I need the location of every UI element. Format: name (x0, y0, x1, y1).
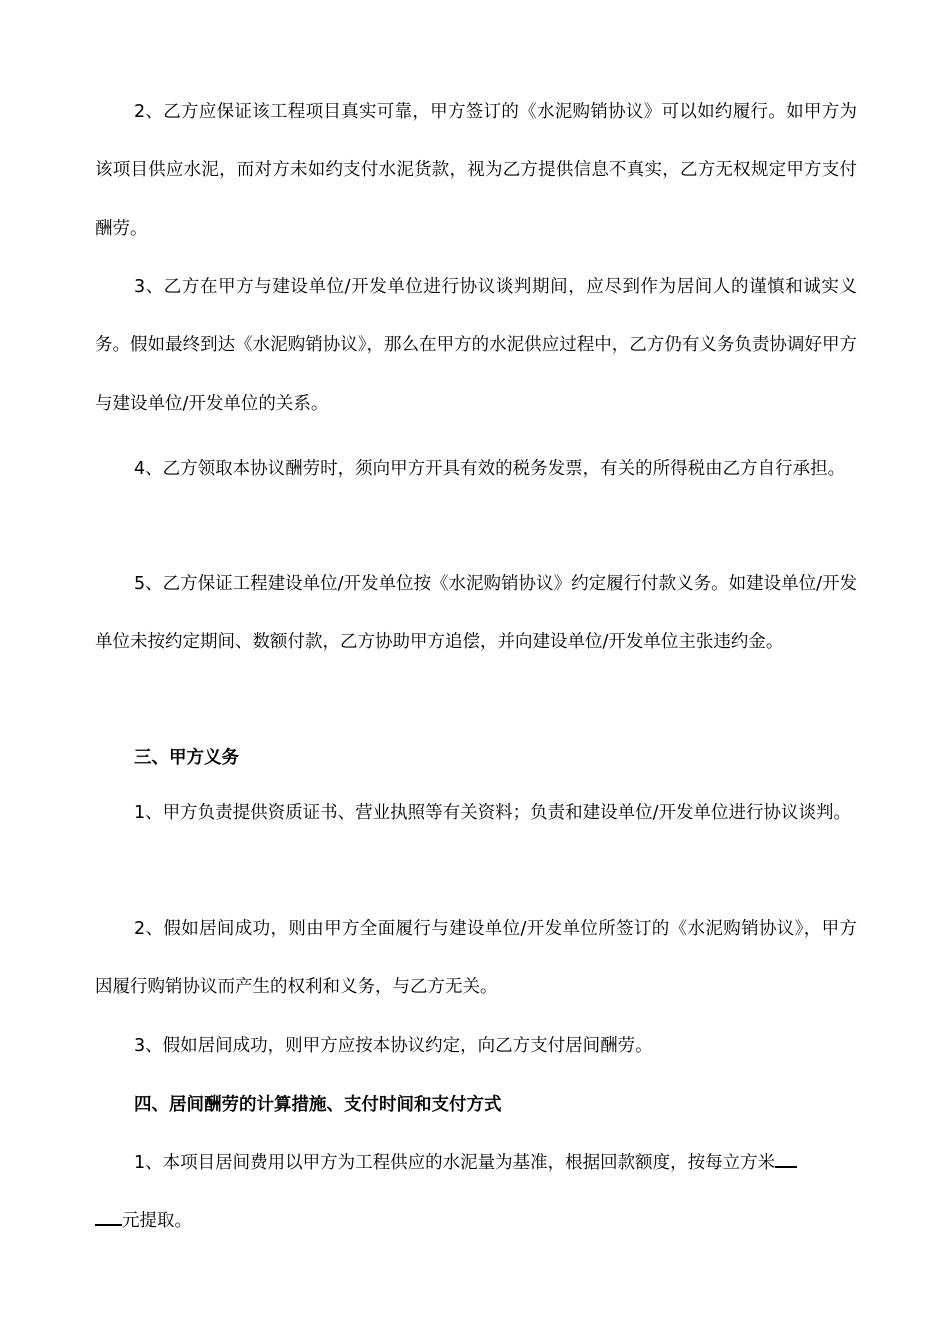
paragraph-d1-suffix: 元提取。 (122, 1211, 192, 1232)
paragraph-d1-continuation (56, 1192, 192, 1250)
paragraph-d1 (95, 1134, 857, 1251)
amount-blank-line (775, 1148, 797, 1168)
section-heading-3: 三、甲方义务 (134, 748, 239, 768)
paragraph-b5: 5、乙方保证工程建设单位/开发单位按《水泥购销协议》约定履行付款义务。如建设单位/开发单位未按约定期间、数额付款，乙方协助甲方追偿，并向建设单位/开发单位主张违约金。 (95, 574, 857, 653)
paragraph-b3: 3、乙方在甲方与建设单位/开发单位进行协议谈判期间，应尽到作为居间人的谨慎和诚实义务。假如最终到达《水泥购销协议》，那么在甲方的水泥供应过程中，乙方仍有义务负责协调好甲方与建设单位/开发单位的关系。 (95, 277, 857, 414)
section-heading-4: 四、居间酬劳的计算措施、支付时间和支付方式 (134, 1095, 502, 1115)
paragraph-c1: 1、甲方负责提供资质证书、营业执照等有关资料；负责和建设单位/开发单位进行协议谈判。 (134, 803, 852, 823)
paragraph-d1-text: 1、本项目居间费用以甲方为工程供应的水泥量为基准，根据回款额度，按每立方米 (134, 1153, 776, 1173)
paragraph-c2: 2、假如居间成功，则由甲方全面履行与建设单位/开发单位所签订的《水泥购销协议》，甲方因履行购销协议而产生的权利和义务，与乙方无关。 (95, 919, 857, 998)
paragraph-c3: 3、假如居间成功，则甲方应按本协议约定，向乙方支付居间酬劳。 (134, 1036, 653, 1056)
paragraph-b2: 2、乙方应保证该工程项目真实可靠，甲方签订的《水泥购销协议》可以如约履行。如甲方为该项目供应水泥，而对方未如约支付水泥货款，视为乙方提供信息不真实，乙方无权规定甲方支付酬劳。 (95, 102, 857, 239)
paragraph-b4: 4、乙方领取本协议酬劳时，须向甲方开具有效的税务发票，有关的所得税由乙方自行承担。 (134, 459, 846, 479)
amount-blank-line-continued (95, 1206, 122, 1226)
